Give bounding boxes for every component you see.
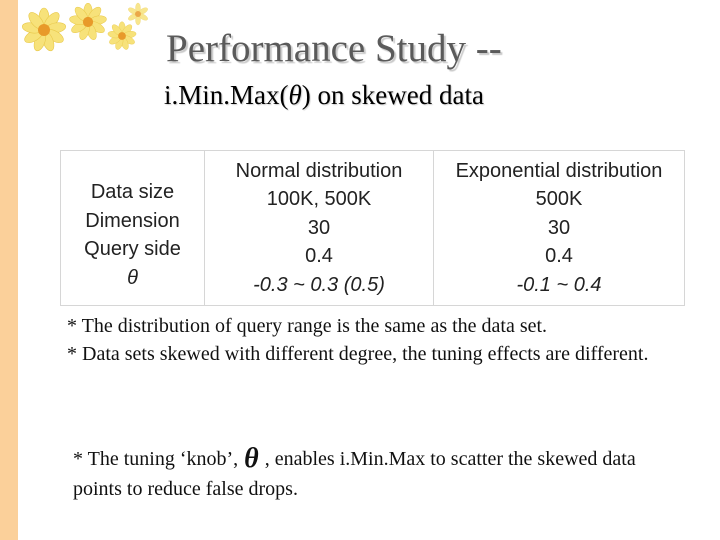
subtitle-prefix: i.Min.Max(	[164, 80, 289, 110]
subtitle-theta: θ	[288, 80, 302, 110]
normal-theta: -0.3 ~ 0.3 (0.5)	[253, 273, 385, 296]
normal-dimension: 30	[307, 216, 331, 239]
exponential-query-side: 0.4	[545, 245, 573, 268]
exponential-data-size: 500K	[535, 188, 583, 211]
note-query-range: * The distribution of query range is the same as the data set.	[67, 315, 548, 337]
note3-theta: θ	[244, 443, 259, 474]
note3-prefix: * The tuning ‘knob’,	[73, 448, 239, 470]
normal-distribution-cell	[205, 151, 434, 306]
exponential-distribution-cell	[434, 151, 685, 306]
subtitle-suffix: ) on skewed data	[301, 80, 484, 110]
left-accent-bar	[0, 0, 18, 540]
normal-query-side: 0.4	[305, 245, 333, 268]
note3-suffix: , enables i.Min.Max to scatter the skewed data points to reduce false drops.	[73, 448, 636, 500]
column-header-normal: Normal distribution	[235, 159, 403, 182]
row-label-dimension: Dimension	[85, 209, 180, 232]
note-skew-degree: * Data sets skewed with different degree, the tuning effects are different.	[67, 343, 649, 365]
row-label-data-size: Data size	[90, 181, 175, 203]
column-header-exponential: Exponential distribution	[455, 159, 663, 182]
slide-title: Performance Study --	[166, 27, 502, 70]
row-label-query-side: Query side	[84, 238, 181, 260]
row-labels-cell	[61, 151, 205, 306]
exponential-dimension: 30	[547, 216, 571, 239]
parameters-table	[60, 150, 685, 306]
flower-decoration-icon	[20, 2, 155, 62]
note-tuning-knob	[73, 444, 673, 504]
normal-data-size: 100K, 500K	[266, 188, 372, 211]
exponential-theta: -0.1 ~ 0.4	[516, 273, 602, 296]
row-label-theta: θ	[127, 266, 138, 289]
slide-subtitle	[164, 80, 484, 111]
